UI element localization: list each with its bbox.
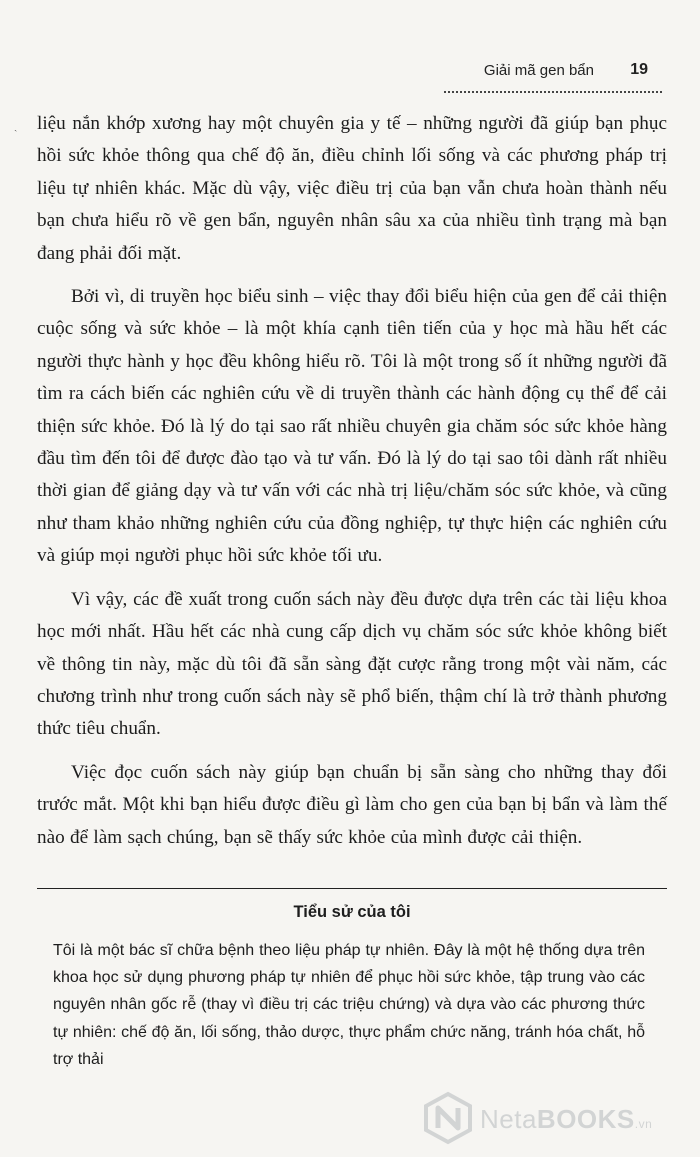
box-text: Tôi là một bác sĩ chữa bệnh theo liệu pháp tự nhiên. Đây là một hệ thống dựa trên khoa học sử dụng phương pháp tự nhiên để phục hồi sức khỏe, tập trung vào các nguyên nhân gốc rễ (thay vì điều trị các triệu chứng) và dựa vào các phương thức tự nhiên: chế độ ăn, lối sống, thảo dược, thực phẩm chức năng, tránh hóa chất, hỗ trợ thải [53, 942, 645, 1068]
watermark-text [480, 1104, 652, 1135]
main-text [37, 108, 667, 854]
watermark [420, 1090, 700, 1150]
watermark-suffix: .vn [634, 1117, 653, 1131]
header-dotted-rule [444, 91, 662, 93]
page-number: 19 [630, 61, 648, 78]
netabooks-logo-icon [420, 1090, 476, 1146]
margin-mark: ˎ [14, 121, 18, 132]
bio-sidebar-box [37, 900, 667, 1073]
paragraph-2: Bởi vì, di truyền học biểu sinh – việc thay đổi biểu hiện của gen để cải thiện cuộc sống và sức khỏe – là một khía cạnh tiên tiến của y học mà hầu hết các người thực hành y học đều không hiểu rõ. Tôi là một trong số ít những người đã tìm ra cách biến các nghiên cứu về di truyền thành các hành động cụ thể để cải thiện sức khỏe. Đó là lý do tại sao rất nhiều chuyên gia chăm sóc sức khỏe hàng đầu tìm đến tôi để được đào tạo và tư vấn. Đó là lý do tại sao tôi dành rất nhiều thời gian để giảng dạy và tư vấn với các nhà trị liệu/chăm sóc sức khỏe, và cũng như tham khảo những nghiên cứu của đồng nghiệp, tự thực hiện các nghiên cứu và giúp mọi người phục hồi sức khỏe tối ưu. [37, 286, 667, 567]
watermark-brand-light: Neta [480, 1104, 537, 1134]
running-header [392, 58, 662, 94]
watermark-brand-bold: BOOKS [536, 1104, 635, 1134]
running-title: Giải mã gen bẩn [483, 62, 594, 79]
paragraph-4: Việc đọc cuốn sách này giúp bạn chuẩn bị sẵn sàng cho những thay đổi trước mắt. Một khi bạn hiểu được điều gì làm cho gen của bạn bị bẩn và làm thế nào để làm sạch chúng, bạn sẽ thấy sức khỏe của mình được cải thiện. [37, 761, 667, 848]
box-top-rule [37, 888, 667, 889]
paragraph-3: Vì vậy, các đề xuất trong cuốn sách này đều được dựa trên các tài liệu khoa học mới nhất. Hầu hết các nhà cung cấp dịch vụ chăm sóc sức khỏe không biết về thông tin này, mặc dù tôi đã sẵn sàng đặt cược rằng trong một vài năm, các chương trình như trong cuốn sách này sẽ phổ biến, thậm chí là trở thành phương thức tiêu chuẩn. [37, 588, 667, 740]
paragraph-1: liệu nắn khớp xương hay một chuyên gia y tế – những người đã giúp bạn phục hồi sức khỏe thông qua chế độ ăn, điều chỉnh lối sống và các phương pháp trị liệu tự nhiên khác. Mặc dù vậy, việc điều trị của bạn vẫn chưa hoàn thành nếu bạn chưa hiểu rõ về gen bẩn, nguyên nhân sâu xa của nhiều tình trạng mà bạn đang phải đối mặt. [37, 113, 667, 264]
box-title: Tiểu sử của tôi [293, 903, 411, 921]
